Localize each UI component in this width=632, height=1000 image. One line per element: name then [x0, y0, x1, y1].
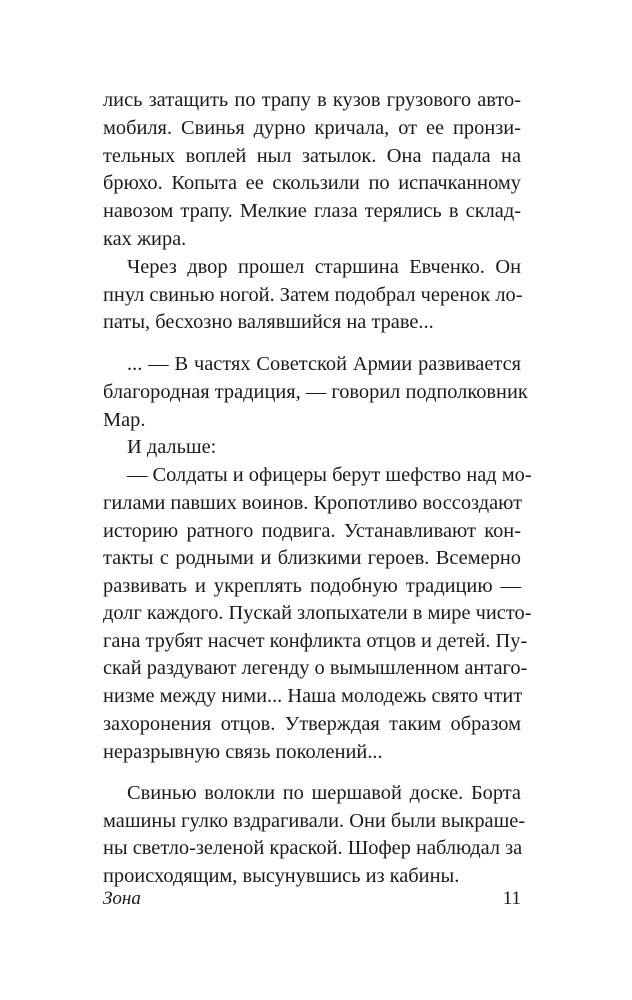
text-line: машины гулко вздрагивали. Они были выкраше- [103, 810, 526, 832]
paragraph-first-line: ... — В частях Советской Армии развивается [127, 353, 521, 375]
text-line: паты, бесхозно валявшийся на траве... [103, 311, 434, 333]
text-line: брюхо. Копыта ее скользили по испачканному [103, 172, 521, 194]
text-line: пнул свинью ногой. Затем подобрал черенок ло- [103, 284, 523, 306]
text-line: Мар. [103, 409, 146, 431]
text-line: благородная традиция, — говорил подполковник [103, 381, 528, 403]
running-footer-title: Зона [103, 888, 141, 909]
text-line: скай раздувают легенду о вымышленном антаго- [103, 657, 528, 679]
text-line: лись затащить по трапу в кузов грузового авто- [103, 89, 521, 111]
text-line: такты с родными и близкими героев. Всемерно [103, 547, 521, 569]
text-line: историю ратного подвига. Устанавливают кон- [103, 520, 521, 542]
text-line: мобиля. Свинья дурно кричала, от ее пронзи- [103, 117, 521, 139]
paragraph-first-line: Свинью волокли по шершавой доске. Борта [127, 782, 521, 804]
page-number: 11 [502, 888, 521, 909]
text-line: гана трубят насчет конфликта отцов и детей. Пу- [103, 630, 528, 652]
text-line: неразрывную связь поколений... [103, 741, 383, 763]
text-line: навозом трапу. Мелкие глаза терялись в склад- [103, 200, 521, 222]
text-line: ны светло-зеленой краской. Шофер наблюдал за [103, 837, 523, 859]
text-line: происходящим, высунувшись из кабины. [103, 865, 460, 887]
text-line: развивать и укреплять подобную традицию — [103, 575, 521, 597]
paragraph-first-line: Через двор прошел старшина Евченко. Он [127, 256, 521, 278]
text-line: ках жира. [103, 228, 187, 250]
paragraph-first-line: И дальше: [127, 436, 217, 458]
text-line: низме между ними... Наша молодежь свято чтит [103, 685, 523, 707]
paragraph-first-line: — Солдаты и офицеры берут шефство над мо- [127, 464, 532, 486]
text-line: гилами павших воинов. Кропотливо воссоздают [103, 492, 523, 514]
text-line: захоронения отцов. Утверждая таким образом [103, 713, 521, 735]
text-line: тельных воплей ныл затылок. Она падала на [103, 145, 521, 167]
text-line: долг каждого. Пускай злопыхатели в мире чисто- [103, 602, 532, 624]
